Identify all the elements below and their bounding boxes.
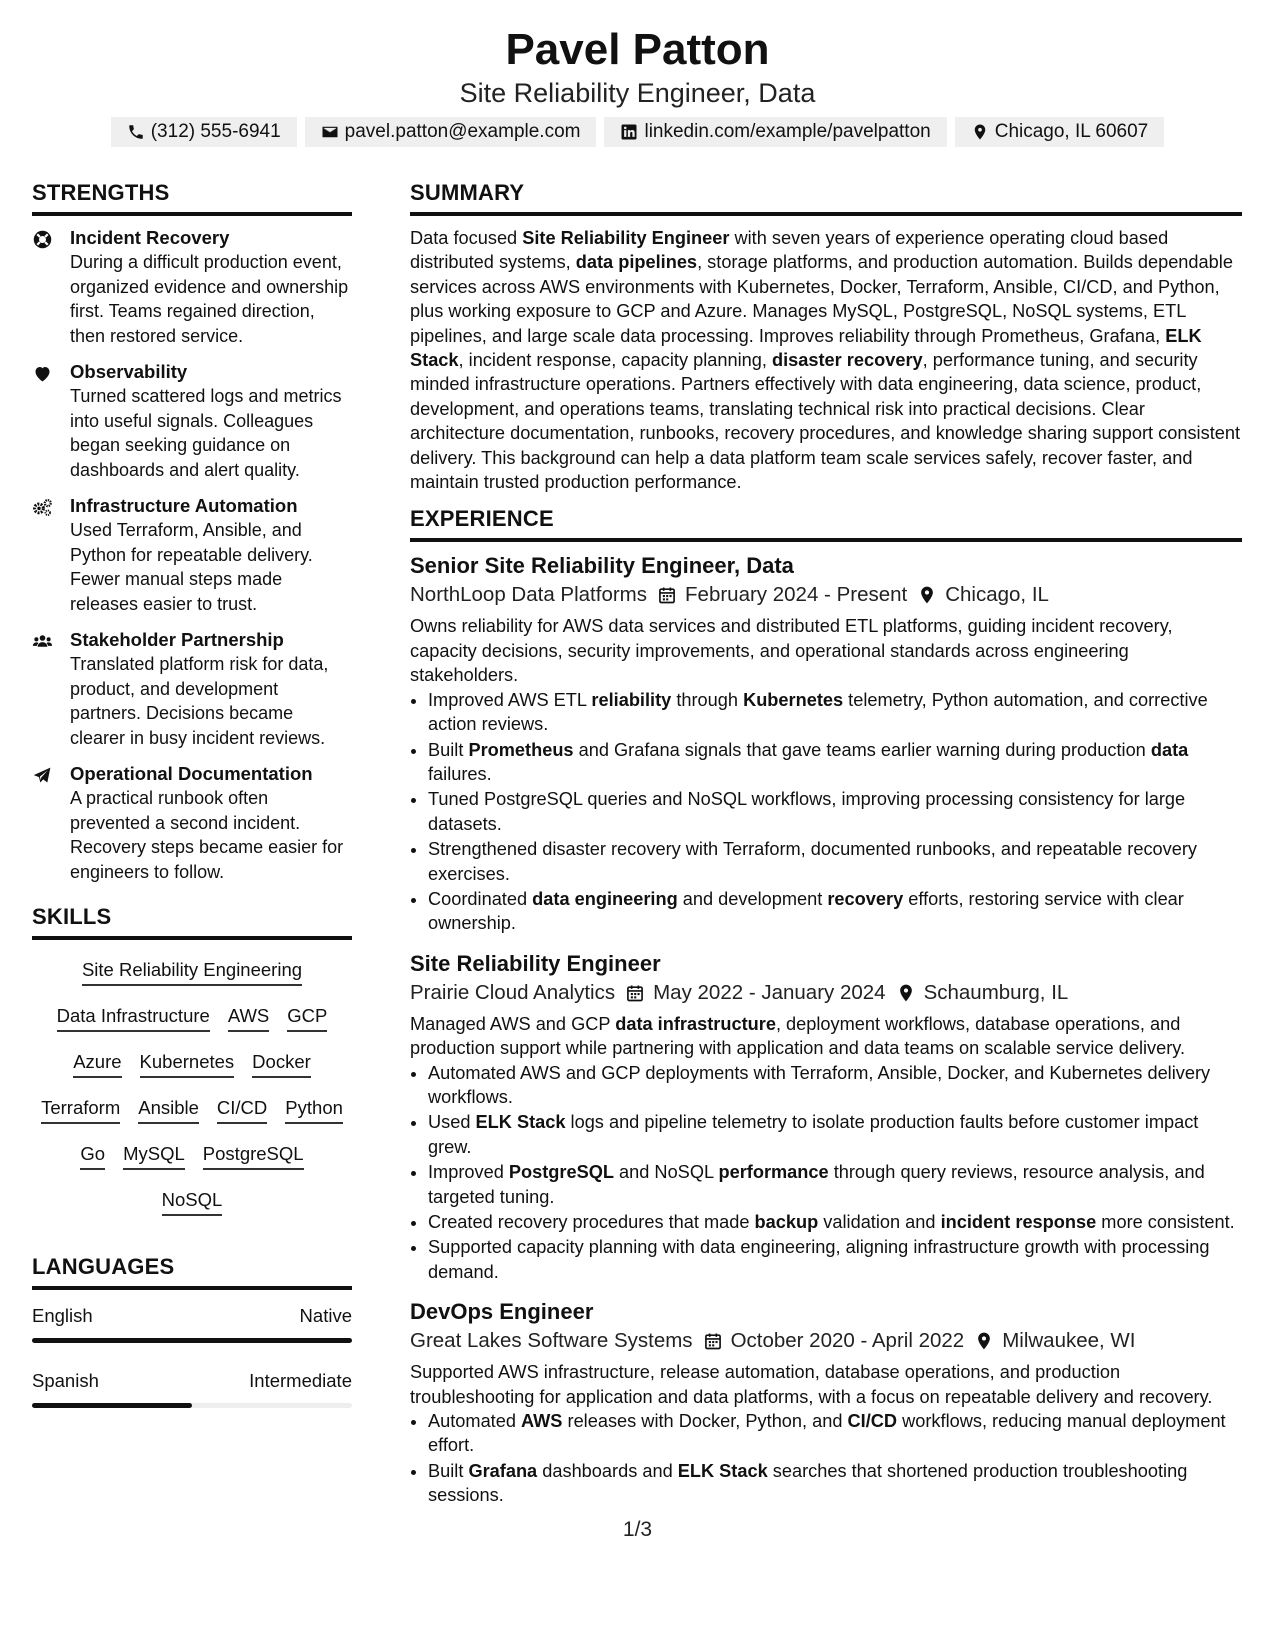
candidate-title: Site Reliability Engineer, Data [459,78,816,108]
strength-title: Stakeholder Partnership [70,629,284,650]
strength-item [32,628,352,750]
contact-bar [0,117,1275,147]
skill-tag: GCP [287,1004,327,1032]
job-company: Prairie Cloud Analytics [410,980,616,1004]
skill-tag: PostgreSQL [203,1142,304,1170]
strengths-heading: STRENGTHS [32,180,352,216]
job-bullet: • Automated AWS and GCP deployments with Terraform, Ansible, Docker, and Kubernetes delivery workflows. [428,1061,1242,1110]
skill-tag: AWS [228,1004,269,1032]
left-column [32,180,352,1426]
phone-icon [127,123,145,141]
job-bullet: • Tuned PostgreSQL queries and NoSQL workflows, improving processing consistency for large datasets. [428,787,1242,836]
job-company: NorthLoop Data Platforms [410,583,648,607]
experience-heading: EXPERIENCE [410,506,1242,542]
candidate-name: Pavel Patton [505,25,770,74]
skill-tag: Azure [73,1050,121,1078]
skill-tag: Kubernetes [140,1050,235,1078]
job-bullet: • Improved AWS ETL reliability through Kubernetes telemetry, Python automation, and corrective action reviews. [428,688,1242,737]
job-meta [410,580,1242,610]
resume-header [0,0,1275,147]
job-dates: May 2022 - January 2024 [653,980,886,1004]
job-bullets [410,1061,1242,1285]
skill-tag: CI/CD [217,1096,267,1124]
job-bullet: • Improved PostgreSQL and NoSQL performance through query reviews, resource analysis, and targeted tuning. [428,1160,1242,1209]
job-bullet: • Strengthened disaster recovery with Terraform, documented runbooks, and repeatable recovery exercises. [428,837,1242,886]
skill-tag: MySQL [123,1142,185,1170]
language-name: English [32,1305,93,1326]
job-company: Great Lakes Software Systems [410,1329,693,1353]
contact-location [955,117,1165,147]
heart-icon [32,363,53,384]
job-description: Owns reliability for AWS data services and distributed ETL platforms, guiding incident recovery, capacity decisions, security improvements, and operational standards across engineering stakeholders. [410,616,1173,686]
language-level: Native [299,1305,352,1326]
job-bullets [410,1409,1242,1508]
job-bullet: • Created recovery procedures that made backup validation and incident response more consistent. [428,1210,1242,1234]
skill-tag: Data Infrastructure [57,1004,210,1032]
skill-tag: Site Reliability Engineering [82,958,302,986]
job-meta [410,1326,1242,1356]
job-entry [410,950,1242,1284]
strength-desc: Used Terraform, Ansible, and Python for repeatable delivery. Fewer manual steps made releases easier to trust. [70,520,313,614]
strength-desc: During a difficult production event, organized evidence and ownership first. Teams regained direction, then restored service. [70,252,349,346]
location-icon [971,123,989,141]
contact-location-text: Chicago, IL 60607 [994,121,1149,142]
language-level: Intermediate [249,1370,352,1391]
contact-linkedin-text: linkedin.com/example/pavelpatton [644,121,931,142]
language-bar [32,1403,352,1408]
contact-linkedin[interactable] [604,117,946,147]
right-column [410,180,1242,1522]
page-number: 1/3 [622,1518,653,1541]
contact-email-text: pavel.patton@example.com [344,121,581,142]
life-ring-icon [32,229,53,250]
calendar-icon [657,585,677,605]
skill-tag: Terraform [41,1096,120,1124]
job-location: Milwaukee, WI [1002,1329,1136,1353]
summary-text: Data focused Site Reliability Engineer with seven years of experience operating cloud based distributed systems, data pipelines, storage platforms, and production automation. Builds dependable services across AWS environments with Kubernetes, Docker, Terraform, Ansible, CI/CD, and Python, plus working exposure to GCP and Azure. Manages MySQL, PostgreSQL, NoSQL systems, ETL pipelines, and large scale data processing. Improves reliability through Prometheus, Grafana, ELK Stack, incident response, capacity planning, disaster recovery, performance tuning, and security minded infrastructure operations. Partners effectively with data engineering, data science, product, development, and operations teams, translating technical risk into practical decisions. Clear architecture documentation, runbooks, recovery procedures, and knowledge sharing support consistent delivery. This background can help a data platform team scale services safely, recover faster, and maintain trusted production performance. [410,228,1241,493]
language-bar-fill [32,1403,192,1408]
language-item [32,1304,352,1343]
calendar-icon [625,983,645,1003]
contact-phone[interactable] [111,117,297,147]
job-bullet: • Coordinated data engineering and development recovery efforts, restoring service with clear ownership. [428,887,1242,936]
skills-heading: SKILLS [32,904,352,940]
location-icon [917,585,937,605]
job-list [410,552,1242,1507]
job-dates: February 2024 - Present [685,583,908,607]
strength-item [32,494,352,616]
job-title: Site Reliability Engineer [410,950,661,976]
gears-icon [32,497,53,518]
job-dates: October 2020 - April 2022 [730,1329,965,1353]
language-name: Spanish [32,1370,99,1391]
strength-title: Infrastructure Automation [70,495,298,516]
job-bullet: • Automated AWS releases with Docker, Python, and CI/CD workflows, reducing manual deployment effort. [428,1409,1242,1458]
strength-desc: A practical runbook often prevented a second incident. Recovery steps became easier for engineers to follow. [70,788,344,882]
language-bar-fill [32,1338,352,1343]
job-location: Chicago, IL [945,583,1049,607]
skill-tag: Python [285,1096,343,1124]
skills-list [32,950,352,1238]
strength-title: Operational Documentation [70,763,313,784]
skill-tag: Ansible [138,1096,199,1124]
job-bullet: • Used ELK Stack logs and pipeline telemetry to isolate production faults before customer impact grew. [428,1110,1242,1159]
languages-heading: LANGUAGES [32,1254,352,1290]
skill-tag: Go [80,1142,105,1170]
skill-tag: NoSQL [162,1188,223,1216]
linkedin-icon [620,123,638,141]
skill-tag: Docker [252,1050,311,1078]
calendar-icon [703,1331,723,1351]
job-bullet: • Built Grafana dashboards and ELK Stack searches that shortened production troubleshooting sessions. [428,1459,1242,1508]
job-location: Schaumburg, IL [923,980,1069,1004]
language-item [32,1369,352,1408]
strength-item [32,360,352,482]
job-meta [410,978,1242,1008]
contact-phone-text: (312) 555-6941 [150,121,281,142]
strength-item [32,762,352,884]
language-bar [32,1338,352,1343]
job-description: Supported AWS infrastructure, release automation, database operations, and production troubleshooting for application and data platforms, with a focus on repeatable delivery and recovery. [410,1362,1213,1407]
strength-desc: Turned scattered logs and metrics into useful signals. Colleagues began seeking guidance on dashboards and alert quality. [70,386,342,480]
strength-title: Incident Recovery [70,227,230,248]
location-icon [896,983,916,1003]
job-title: DevOps Engineer [410,1299,594,1325]
contact-email[interactable] [305,117,597,147]
strength-item [32,226,352,348]
job-bullets [410,688,1242,936]
summary-heading: SUMMARY [410,180,1242,216]
job-title: Senior Site Reliability Engineer, Data [410,553,794,579]
location-icon [974,1331,994,1351]
job-bullet: • Supported capacity planning with data engineering, aligning infrastructure growth with processing demand. [428,1235,1242,1284]
paper-plane-icon [32,765,53,786]
strength-desc: Translated platform risk for data, product, and development partners. Decisions became clearer in busy incident reviews. [70,654,329,748]
users-icon [32,631,53,652]
job-entry [410,552,1242,935]
job-entry [410,1298,1242,1507]
email-icon [321,123,339,141]
strength-title: Observability [70,361,188,382]
job-description: Managed AWS and GCP data infrastructure, deployment workflows, database operations, and production support while partnering with application and data teams on scalable service delivery. [410,1013,1186,1059]
job-bullet: • Built Prometheus and Grafana signals that gave teams earlier warning during production data failures. [428,738,1242,787]
